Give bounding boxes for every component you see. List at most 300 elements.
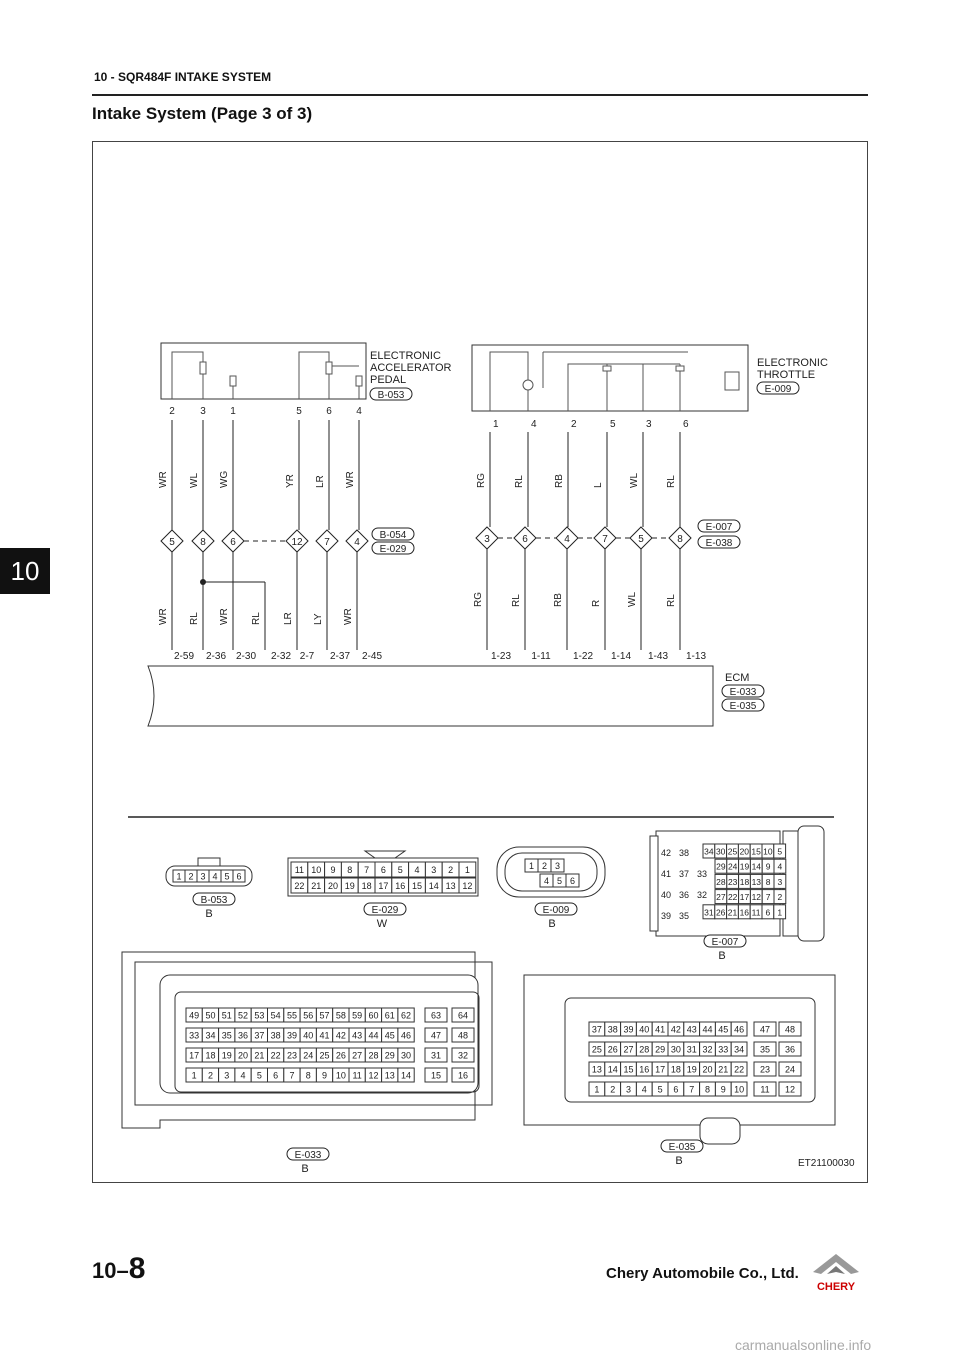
pin-number: 6	[569, 876, 576, 886]
pedal-name: ACCELERATOR	[370, 362, 452, 374]
pin-number: 2	[188, 871, 194, 882]
splice-dot	[200, 579, 206, 585]
joint-pin-number: 6	[522, 534, 528, 545]
pin-number: 46	[734, 1024, 745, 1035]
pin-number: 15	[751, 846, 761, 857]
connector-id: E-033	[729, 687, 757, 698]
joint-pin-number: 4	[564, 534, 570, 545]
connector-color: W	[376, 918, 388, 930]
connector-color: B	[301, 1163, 309, 1175]
pin-number: 18	[361, 881, 372, 891]
pin-number: 1	[464, 865, 470, 875]
pin-number: 28	[368, 1050, 379, 1061]
connector-id: E-038	[705, 538, 733, 549]
pin-number: 24	[727, 861, 738, 872]
pin-number: 11	[751, 907, 761, 918]
pin-number: 40	[660, 890, 672, 900]
pin-number: 32	[457, 1050, 469, 1061]
pin-number: 8	[704, 1084, 711, 1095]
wire-color: WR	[345, 471, 356, 488]
pin-number: 48	[784, 1024, 796, 1035]
ecm-pin: 1-13	[685, 651, 707, 662]
pin-number: 14	[428, 881, 439, 891]
page-title: Intake System (Page 3 of 3)	[92, 104, 313, 123]
pin-number: 22	[734, 1064, 745, 1075]
pin-number: 11	[294, 865, 305, 875]
pin-number: 29	[655, 1044, 666, 1055]
joint-pin-number: 12	[291, 537, 303, 548]
throttle-pin: 3	[646, 419, 652, 430]
section-header: 10 - SQR484F INTAKE SYSTEM	[94, 70, 272, 84]
ecm-box	[148, 666, 713, 726]
pin-number: 11	[760, 1084, 770, 1095]
ecm-pin: 2-59	[173, 651, 195, 662]
pin-number: 58	[335, 1010, 346, 1021]
pin-number: 24	[303, 1050, 314, 1061]
pin-number: 48	[457, 1030, 469, 1041]
connector-id: E-029	[379, 544, 407, 555]
pin-number: 45	[384, 1030, 395, 1041]
pin-number: 4	[414, 865, 420, 875]
joint-pin-number: 8	[200, 537, 206, 548]
pin-number: 53	[254, 1010, 265, 1021]
pin-number: 37	[254, 1030, 265, 1041]
wire-color: RB	[554, 474, 565, 488]
wire-color: LY	[313, 613, 324, 625]
pin-number: 63	[430, 1010, 442, 1021]
pin-number: 20	[327, 881, 339, 891]
pin-number: 22	[294, 881, 305, 891]
pin-number: 50	[205, 1010, 216, 1021]
pin-number: 32	[702, 1044, 713, 1055]
pin-number: 33	[189, 1030, 200, 1041]
pin-number: 5	[777, 846, 783, 857]
pin-number: 21	[727, 907, 738, 918]
pin-number: 9	[765, 861, 771, 872]
pin-number: 46	[401, 1030, 412, 1041]
connector-rail	[650, 836, 658, 931]
pin-number: 26	[335, 1050, 346, 1061]
pin-number: 19	[344, 881, 355, 891]
pin-number: 11	[352, 1070, 362, 1081]
pin-number: 45	[718, 1024, 729, 1035]
pin-number: 18	[205, 1050, 216, 1061]
ecm-pin: 1-11	[531, 651, 551, 662]
pin-number: 21	[254, 1050, 265, 1061]
ecm-pin: 1-14	[610, 651, 632, 662]
pin-number: 61	[384, 1010, 395, 1021]
pin-number: 5	[224, 871, 230, 882]
pin-number: 19	[739, 861, 750, 872]
joint-pin-number: 5	[638, 534, 644, 545]
pin-number: 2	[541, 861, 548, 871]
pin-number: 25	[727, 846, 738, 857]
pin-number: 15	[623, 1064, 634, 1075]
ecm-pin: 1-43	[647, 651, 669, 662]
pedal-pin: 3	[200, 406, 206, 417]
connector-id: E-035	[668, 1142, 696, 1153]
pin-number: 49	[189, 1010, 200, 1021]
throttle-pin: 6	[683, 419, 689, 430]
pin-number: 18	[670, 1064, 681, 1075]
pin-number: 29	[716, 861, 726, 872]
pin-number: 8	[347, 865, 353, 875]
connector-id: B-054	[379, 530, 407, 541]
connector-color: B	[718, 950, 726, 962]
pin-number: 38	[607, 1024, 618, 1035]
pin-number: 12	[462, 881, 473, 891]
pin-number: 43	[352, 1030, 363, 1041]
pedal-name: PEDAL	[370, 374, 407, 386]
pin-number: 40	[639, 1024, 650, 1035]
pin-number: 42	[335, 1030, 346, 1041]
pin-number: 30	[670, 1044, 681, 1055]
pin-number: 10	[311, 865, 322, 875]
pin-number: 47	[430, 1030, 442, 1041]
pin-number: 3	[431, 865, 437, 875]
connector-id: E-007	[711, 937, 739, 948]
pin-number: 41	[655, 1024, 666, 1035]
pin-number: 35	[759, 1044, 771, 1055]
pin-number: 24	[784, 1064, 796, 1075]
throttle-name: THROTTLE	[757, 369, 816, 381]
pin-number: 3	[224, 1070, 230, 1081]
ecm-pin: 2-30	[235, 651, 257, 662]
pin-number: 1	[528, 861, 535, 871]
resistor-icon	[356, 376, 362, 386]
wire-color: WL	[189, 473, 200, 488]
pin-number: 7	[289, 1070, 295, 1081]
chapter-tab: 10	[0, 548, 50, 594]
motor-icon	[523, 380, 533, 390]
pin-number: 27	[623, 1044, 634, 1055]
pedal-pin: 6	[326, 406, 332, 417]
pin-number: 31	[686, 1044, 697, 1055]
connector-id: E-007	[705, 522, 733, 533]
pin-number: 43	[686, 1024, 697, 1035]
pin-number: 2	[207, 1070, 213, 1081]
pin-number: 2	[448, 865, 454, 875]
resistor-icon	[326, 362, 332, 374]
wire-color: RL	[666, 594, 677, 607]
pin-number: 59	[352, 1010, 363, 1021]
pin-number: 34	[734, 1044, 745, 1055]
pin-number: 62	[401, 1010, 412, 1021]
pin-number: 12	[368, 1070, 379, 1081]
pin-number: 44	[702, 1024, 713, 1035]
pin-number: 12	[784, 1084, 796, 1095]
pin-number: 21	[311, 881, 322, 891]
joint-pin-number: 6	[230, 537, 236, 548]
wire-color: R	[591, 599, 602, 607]
pin-number: 26	[715, 907, 726, 918]
pin-number: 7	[765, 892, 771, 903]
pin-number: 3	[554, 861, 561, 871]
pin-number: 35	[678, 911, 690, 921]
pin-number: 13	[591, 1064, 602, 1075]
connector-id: E-009	[764, 384, 792, 395]
pedal-box	[161, 343, 366, 399]
joint-pin-number: 4	[354, 537, 360, 548]
throttle-pin: 2	[571, 419, 577, 430]
throttle-pin: 5	[610, 419, 616, 430]
pin-number: 3	[777, 876, 783, 887]
pedal-pin: 1	[230, 406, 236, 417]
pin-number: 33	[718, 1044, 729, 1055]
pin-number: 39	[660, 911, 672, 921]
wire-color: RL	[511, 594, 522, 607]
pin-number: 17	[739, 892, 750, 903]
pin-number: 19	[221, 1050, 232, 1061]
pin-number: 21	[718, 1064, 729, 1075]
ecm-name: ECM	[725, 672, 750, 684]
company-name: Chery Automobile Co., Ltd.	[606, 1265, 799, 1282]
pin-number: 47	[759, 1024, 771, 1035]
pin-number: 27	[716, 892, 726, 903]
pin-number: 18	[739, 876, 750, 887]
wire-color: RL	[514, 475, 525, 488]
pin-number: 16	[739, 907, 750, 918]
pin-number: 27	[352, 1050, 363, 1061]
pin-number: 41	[319, 1030, 330, 1041]
logo-text: CHERY	[816, 1281, 856, 1293]
pin-number: 32	[696, 890, 708, 900]
pin-number: 37	[591, 1024, 602, 1035]
connector-latch	[365, 851, 405, 858]
pin-number: 12	[751, 892, 762, 903]
pin-number: 42	[670, 1024, 681, 1035]
ecm-pin: 2-45	[361, 651, 383, 662]
pin-number: 13	[445, 881, 456, 891]
pin-number: 5	[397, 865, 403, 875]
ecm-pin: 2-32	[270, 651, 292, 662]
pin-number: 22	[727, 892, 738, 903]
wire-color: RB	[553, 593, 564, 607]
wire-color: WR	[158, 471, 169, 488]
pin-number: 14	[401, 1070, 412, 1081]
connector-id: E-009	[542, 905, 570, 916]
chery-logo-icon	[805, 1252, 867, 1294]
pin-number: 23	[727, 876, 738, 887]
connector-id: E-033	[294, 1150, 322, 1161]
pin-number: 35	[221, 1030, 232, 1041]
pin-number: 9	[330, 865, 336, 875]
pin-number: 64	[457, 1010, 469, 1021]
pin-number: 17	[189, 1050, 200, 1061]
wire-color: WG	[219, 470, 230, 488]
pin-number: 25	[319, 1050, 330, 1061]
pin-number: 30	[401, 1050, 412, 1061]
pin-number: 10	[335, 1070, 346, 1081]
pin-number: 51	[221, 1010, 232, 1021]
pin-number: 33	[696, 869, 708, 879]
pin-number: 20	[238, 1050, 249, 1061]
joint-pin-number: 7	[324, 537, 330, 548]
wire-color: RG	[473, 592, 484, 607]
pin-number: 6	[673, 1084, 679, 1095]
ecm-pin: 1-23	[490, 651, 512, 662]
pin-number: 14	[751, 861, 762, 872]
pin-number: 16	[457, 1070, 469, 1081]
pin-number: 57	[319, 1010, 330, 1021]
pin-number: 6	[273, 1070, 279, 1081]
throttle-pin: 4	[531, 419, 537, 430]
pin-number: 31	[704, 907, 714, 918]
pin-number: 17	[655, 1064, 666, 1075]
pin-number: 36	[678, 890, 690, 900]
resistor-icon	[603, 366, 611, 371]
page-num: 8	[128, 1252, 146, 1285]
pin-number: 9	[322, 1070, 328, 1081]
wire-color: LR	[315, 475, 326, 488]
pin-number: 36	[784, 1044, 796, 1055]
pin-number: 14	[607, 1064, 618, 1075]
pin-number: 4	[777, 861, 783, 872]
joint-pin-number: 3	[484, 534, 490, 545]
pin-number: 5	[657, 1084, 663, 1095]
pin-number: 8	[305, 1070, 311, 1081]
pin-number: 15	[411, 881, 423, 891]
pin-number: 31	[430, 1050, 442, 1061]
wire-color: WR	[343, 608, 354, 625]
pin-number: 1	[191, 1070, 197, 1081]
pin-number: 9	[720, 1084, 726, 1095]
wire-color: RL	[251, 612, 262, 625]
pin-number: 15	[430, 1070, 442, 1081]
joint-pin-number: 5	[169, 537, 175, 548]
pin-number: 10	[763, 846, 773, 857]
pin-number: 1	[176, 871, 182, 882]
pin-number: 20	[702, 1064, 713, 1075]
connector-id: B-053	[377, 390, 405, 401]
pin-number: 4	[641, 1084, 647, 1095]
connector-color: B	[675, 1155, 683, 1167]
pin-number: 5	[256, 1070, 262, 1081]
wire-color: RL	[666, 475, 677, 488]
ecm-pin: 2-36	[205, 651, 227, 662]
pin-number: 7	[364, 865, 370, 875]
pin-number: 1	[777, 907, 783, 918]
pin-number: 37	[678, 869, 690, 879]
pin-number: 42	[660, 848, 672, 858]
pin-number: 4	[240, 1070, 246, 1081]
pin-number: 25	[591, 1044, 602, 1055]
resistor-icon	[230, 376, 236, 386]
connector-color: B	[548, 918, 556, 930]
pin-number: 4	[212, 871, 218, 882]
pin-number: 26	[607, 1044, 618, 1055]
pedal-pin: 5	[296, 406, 302, 417]
figure-id: ET21100030	[798, 1158, 855, 1169]
pin-number: 55	[286, 1010, 297, 1021]
connector-id: B-053	[200, 895, 228, 906]
wire-color: LR	[283, 612, 294, 625]
page-prefix: 10–	[92, 1258, 129, 1283]
wire-color: YR	[285, 474, 296, 488]
pin-number: 4	[543, 876, 550, 886]
connector-latch	[700, 1118, 740, 1144]
pin-number: 2	[610, 1084, 616, 1095]
pin-number: 41	[660, 869, 672, 879]
pin-number: 5	[556, 876, 563, 886]
pin-number: 38	[678, 848, 690, 858]
pin-number: 28	[716, 876, 726, 887]
pin-number: 40	[303, 1030, 314, 1041]
pedal-pin: 4	[356, 406, 362, 417]
wire-color: RL	[189, 612, 200, 625]
pin-number: 39	[623, 1024, 634, 1035]
pin-number: 34	[704, 846, 714, 857]
pin-number: 34	[205, 1030, 216, 1041]
sensor-icon	[725, 372, 739, 390]
pin-number: 23	[286, 1050, 297, 1061]
pin-number: 36	[238, 1030, 249, 1041]
connector-id: E-029	[371, 905, 399, 916]
ecm-pin: 2-7	[299, 651, 315, 662]
resistor-icon	[676, 366, 684, 371]
pin-number: 23	[759, 1064, 771, 1075]
pin-number: 3	[200, 871, 206, 882]
pin-number: 6	[236, 871, 242, 882]
ecm-pin: 1-22	[572, 651, 594, 662]
pin-number: 6	[765, 907, 771, 918]
pin-number: 39	[286, 1030, 297, 1041]
pin-number: 28	[639, 1044, 650, 1055]
joint-pin-number: 8	[677, 534, 683, 545]
pin-number: 54	[270, 1010, 281, 1021]
pin-number: 8	[765, 876, 771, 887]
ecm-pin: 2-37	[329, 651, 351, 662]
pin-number: 2	[777, 892, 783, 903]
joint-pin-number: 7	[602, 534, 608, 545]
pin-number: 17	[378, 881, 389, 891]
wire-color: L	[593, 482, 604, 488]
resistor-icon	[200, 362, 206, 374]
pin-number: 38	[270, 1030, 281, 1041]
wire-color: RG	[476, 473, 487, 488]
pedal-name: ELECTRONIC	[370, 350, 441, 362]
pin-number: 20	[739, 846, 750, 857]
throttle-name: ELECTRONIC	[757, 357, 828, 369]
watermark: carmanualsonline.info	[735, 1337, 872, 1353]
pin-number: 19	[686, 1064, 697, 1075]
connector-id: E-035	[729, 701, 757, 712]
pin-number: 60	[368, 1010, 379, 1021]
wire-color: WL	[627, 592, 638, 607]
pin-number: 7	[689, 1084, 695, 1095]
pin-number: 13	[384, 1070, 395, 1081]
pin-number: 29	[384, 1050, 395, 1061]
pin-number: 1	[594, 1084, 600, 1095]
pin-number: 13	[751, 876, 762, 887]
wire-color: WL	[629, 473, 640, 488]
wire-color: WR	[158, 608, 169, 625]
pin-number: 56	[303, 1010, 314, 1021]
pin-number: 30	[715, 846, 726, 857]
pin-number: 44	[368, 1030, 379, 1041]
pedal-pin: 2	[169, 406, 175, 417]
connector-color: B	[205, 908, 213, 920]
pin-number: 10	[734, 1084, 745, 1095]
pin-number: 16	[639, 1064, 650, 1075]
pin-number: 16	[395, 881, 406, 891]
pin-number: 52	[238, 1010, 249, 1021]
pin-number: 22	[270, 1050, 281, 1061]
connector-lever	[798, 826, 824, 941]
throttle-box	[472, 345, 748, 411]
pin-number: 3	[625, 1084, 632, 1095]
page-number	[92, 1252, 145, 1286]
